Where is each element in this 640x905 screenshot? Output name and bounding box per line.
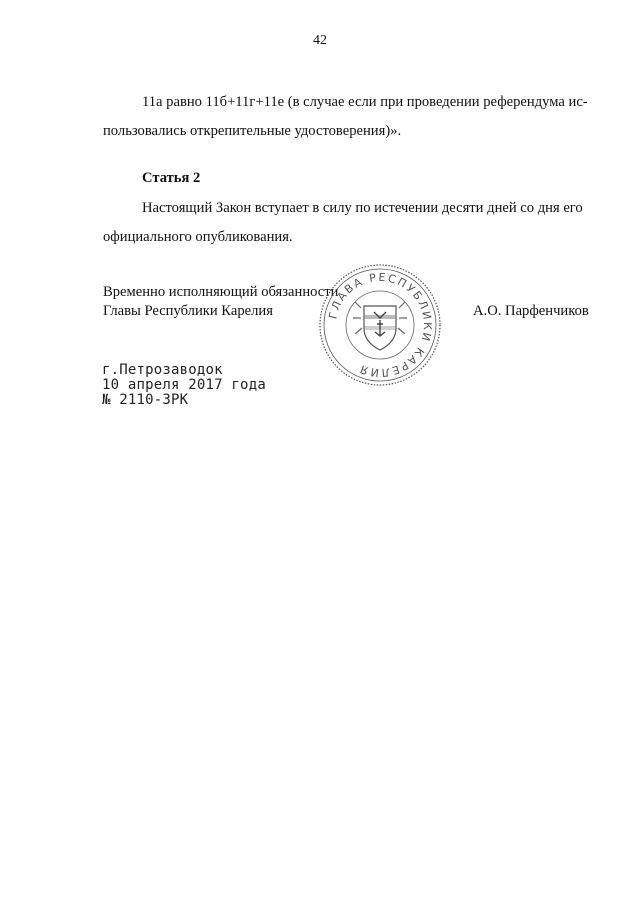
article-text <box>103 194 599 252</box>
article-heading: Статья 2 <box>142 170 201 186</box>
signatory-title-line: Временно исполняющий обязанности <box>103 284 339 300</box>
article-line: Настоящий Закон вступает в силу по истечении десяти дней со дня его <box>142 200 583 216</box>
official-seal <box>317 262 443 388</box>
enactment-number: № 2110-ЗРК <box>102 392 189 408</box>
paragraph-line: пользовались открепительные удостоверения)». <box>103 123 402 139</box>
article-line: официального опубликования. <box>103 229 293 245</box>
signatory-title-line: Главы Республики Карелия <box>103 303 273 319</box>
signatory-title <box>103 283 338 321</box>
seal-text: ГЛАВА РЕСПУБЛИКИ КАРЕЛИЯ <box>326 270 435 380</box>
seal-graphic <box>317 262 443 388</box>
enactment-details <box>102 363 266 408</box>
signatory-name: А.О. Парфенчиков <box>473 303 589 319</box>
coat-of-arms-icon <box>353 302 407 350</box>
paragraph-formula <box>103 88 599 146</box>
enactment-place: г.Петрозаводок <box>102 362 223 378</box>
paragraph-line: 11а равно 11б+11г+11е (в случае если при проведении референдума ис- <box>142 94 588 110</box>
enactment-date: 10 апреля 2017 года <box>102 377 266 393</box>
page-number: 42 <box>313 33 327 48</box>
